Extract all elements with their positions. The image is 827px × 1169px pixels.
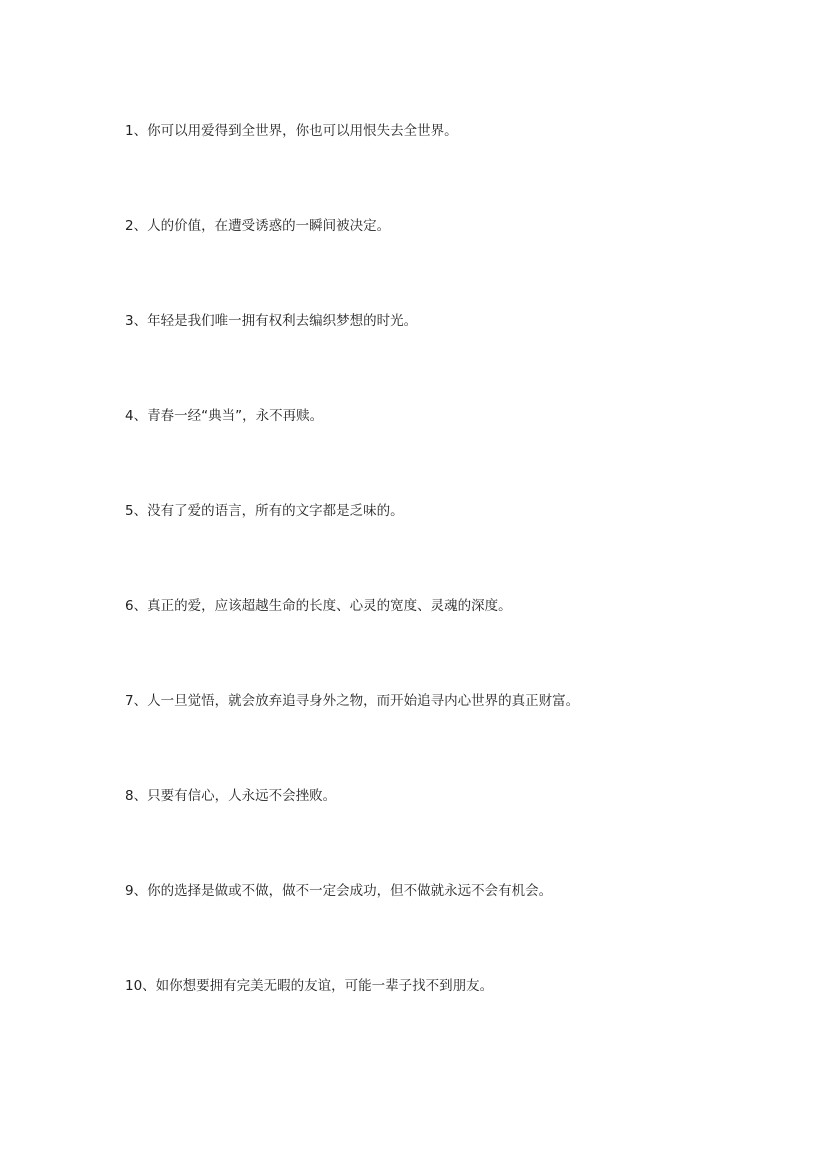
quote-item-8: 8、只要有信心，人永远不会挫败。	[125, 788, 337, 804]
quote-item-5: 5、没有了爱的语言，所有的文字都是乏味的。	[125, 503, 404, 519]
quote-item-10: 10、如你想要拥有完美无暇的友谊，可能一辈子找不到朋友。	[125, 978, 494, 994]
quote-item-4: 4、青春一经“典当”，永不再赎。	[125, 408, 324, 424]
quote-item-2: 2、人的价值，在遭受诱惑的一瞬间被决定。	[125, 218, 391, 234]
quote-item-7: 7、人一旦觉悟，就会放弃追寻身外之物，而开始追寻内心世界的真正财富。	[125, 693, 580, 709]
quote-item-3: 3、年轻是我们唯一拥有权利去编织梦想的时光。	[125, 313, 418, 329]
quote-item-6: 6、真正的爱，应该超越生命的长度、心灵的宽度、灵魂的深度。	[125, 598, 512, 614]
quote-item-9: 9、你的选择是做或不做，做不一定会成功，但不做就永远不会有机会。	[125, 883, 553, 899]
quote-item-1: 1、你可以用爱得到全世界，你也可以用恨失去全世界。	[125, 123, 458, 139]
